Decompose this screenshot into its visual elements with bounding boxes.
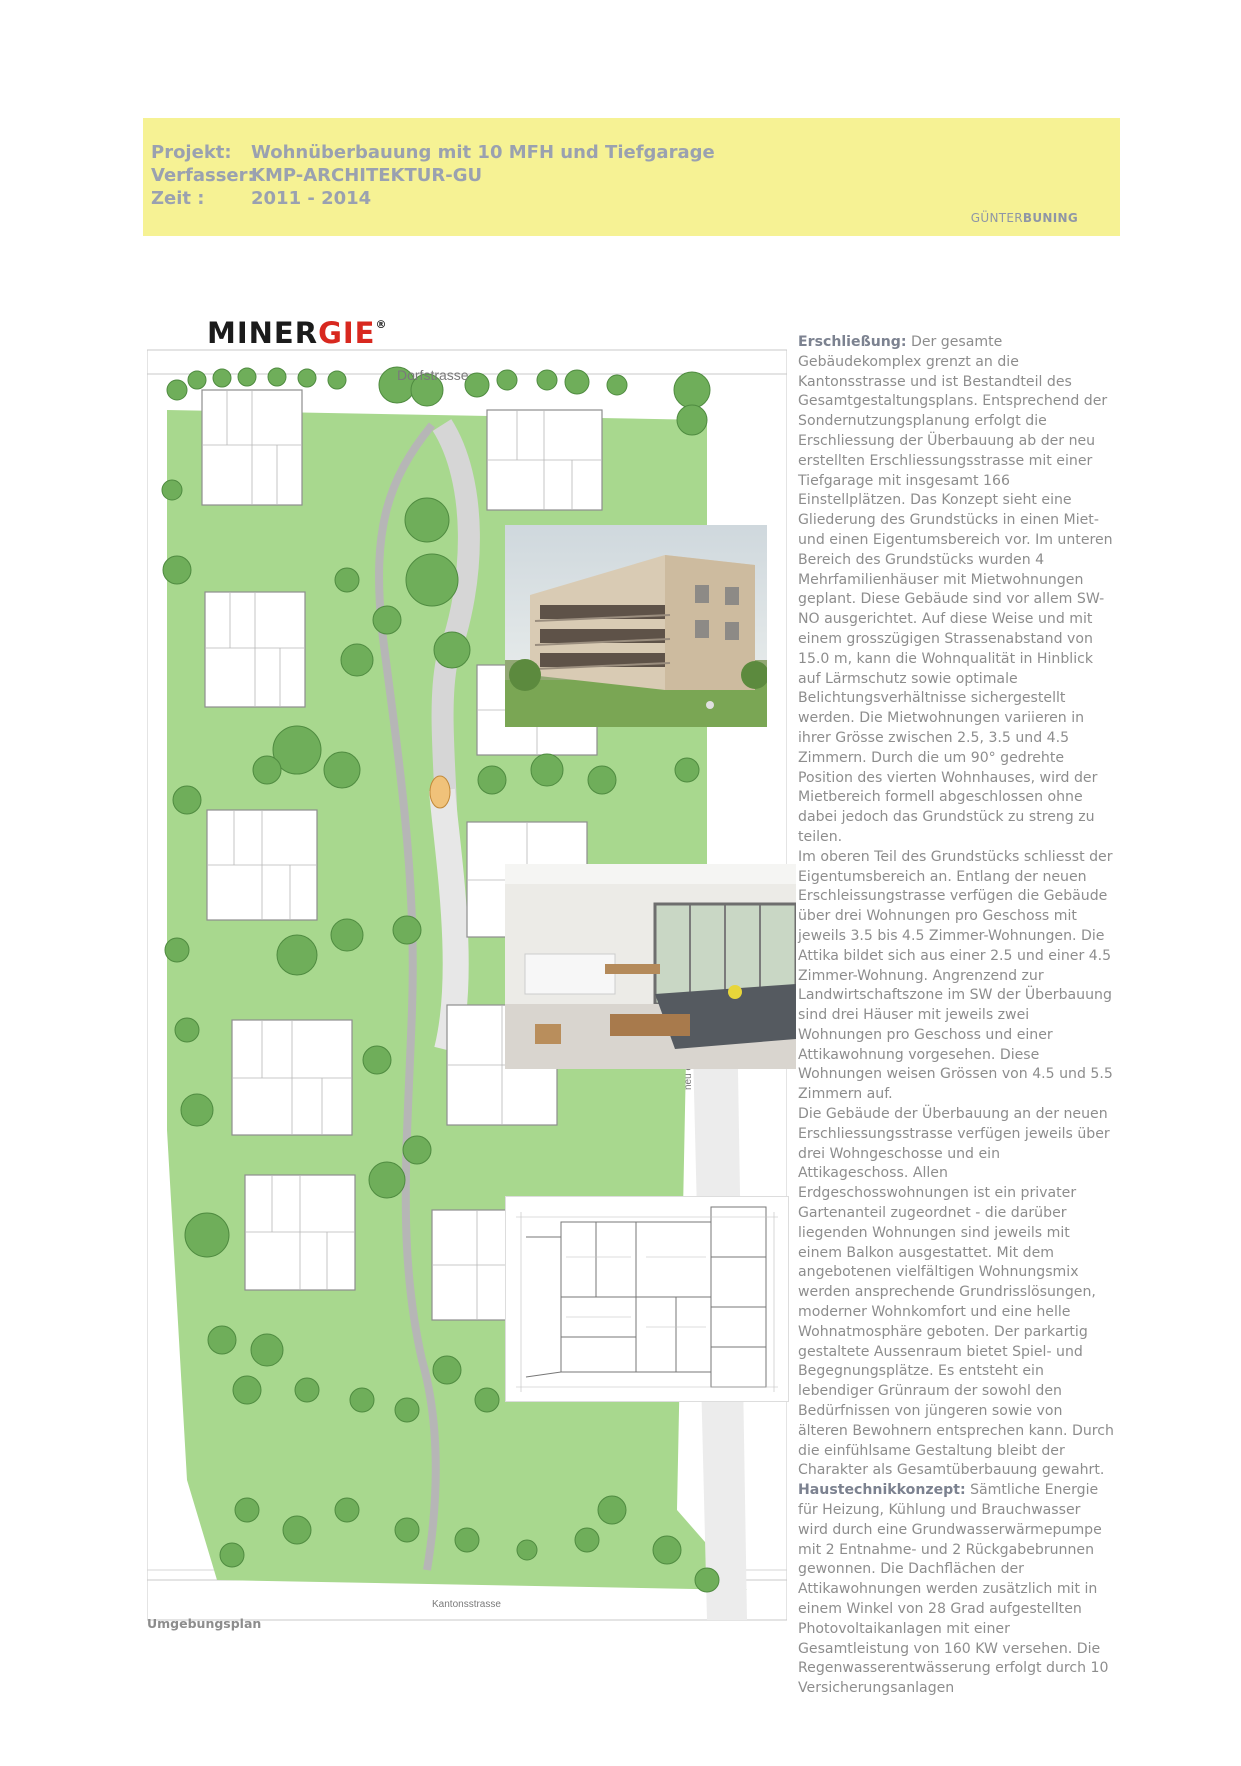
brand: GÜNTERBUNING <box>970 211 1078 225</box>
plan-caption: Umgebungsplan <box>147 1616 262 1631</box>
paragraph-erschliessung: Erschließung: Der gesamte Gebäudekomplex grenzt an die Kantonsstrasse und ist Bestandteil des Gesamtgestaltungsplans. Entsprechend der Sondernutzungsplanung erfolgt die Erschliessung der Überbauung ab der neu erstellten Erschliessungsstrasse mit einer Tiefgarage mit insgesamt 166 Einstellplätzen. Das Konzept sieht eine Gliederung des Grundstücks in einen Miet- und einen Eigentumsbereich vor. Im unteren Bereich des Grundstücks wurden 4 Mehrfamilienhäuser mit Mietwohnungen geplant. Diese Gebäude sind vor allem SW-NO ausgerichtet. Auf diese Weise und mit einem grosszügigen Strassenabstand von 15.0 m, kann die Wohnqualität in Hinblick auf Lärmschutz sowie optimale Belichtungsverhältnisse sichergestellt werden. Die Mietwohnungen variieren in ihrer Grösse zwischen 2.5, 3.5 und 4.5 Zimmern. Durch die um 90° gedrehte Position des vierten Wohnhauses, wird der Mietbereich formell abgeschlossen ohne dabei jedoch das Grundstück zu streng zu teilen. <box>798 334 1113 845</box>
time-row <box>151 188 371 209</box>
time-label: Zeit : <box>151 188 205 209</box>
time-value: 2011 - 2014 <box>251 188 372 209</box>
street-bottom: Kantonsstrasse <box>432 1599 501 1610</box>
street-top: Dorfstrasse <box>397 367 469 383</box>
description-text <box>798 333 1114 1699</box>
author-label: Verfasser: <box>151 165 255 186</box>
floorplan-drawing <box>505 1196 789 1402</box>
interior-photo <box>505 864 796 1069</box>
project-value: Wohnüberbauung mit 10 MFH und Tiefgarage <box>251 142 715 163</box>
header-box <box>143 118 1120 236</box>
project-row <box>151 142 715 163</box>
author-value: KMP-ARCHITEKTUR-GU <box>251 165 483 186</box>
author-row <box>151 165 482 186</box>
project-label: Projekt: <box>151 142 232 163</box>
building-exterior-photo <box>505 525 767 727</box>
minergie-logo: MINERGIE® <box>207 316 388 350</box>
paragraph-eigentum: Im oberen Teil des Grundstücks schliesst der Eigentumsbereich an. Entlang der neuen Erschleissungstrasse verfügen die Gebäude über drei Wohnungen pro Geschoss mit jeweils 3.5 bis 4.5 Zimmer-Wohnungen. Die Attika bildet sich aus einer 2.5 und einer 4.5 Zimmer-Wohnung. Angrenzend zur Landwirtschaftszone im SW der Überbauung sind drei Häuser mit jeweils zwei Wohnungen pro Geschoss und einer Attikawohnung vorgesehen. Diese Wohnungen weisen Grössen von 4.5 und 5.5 Zimmern auf. <box>798 848 1113 1103</box>
paragraph-haustechnik: Haustechnikkonzept: Sämtliche Energie für Heizung, Kühlung und Brauchwasser wird durch eine Grundwasserwärmepumpe mit 2 Entnahme- und 2 Rückgabebrunnen gewonnen. Die Dachflächen der Attikawohnungen werden zusätzlich mit in einem Winkel von 28 Grad aufgestellten Photovoltaikanlagen mit einer Gesamtleistung von 160 KW versehen. Die Regenwasserentwässerung erfolgt durch 10 Versicherungsanlagen <box>798 1482 1109 1697</box>
paragraph-gebaeude: Die Gebäude der Überbauung an der neuen Erschliessungsstrasse verfügen jeweils über drei Wohngeschosse und ein Attikageschoss. Allen Erdgeschosswohnungen ist ein privater Gartenanteil zugeordnet - die darüber liegenden Wohnungen sind jeweils mit einem Balkon ausgestattet. Mit dem angebotenen vielfältigen Wohnungsmix werden ansprechende Grundrisslösungen, moderner Wohnkomfort und eine helle Wohnatmosphäre geboten. Der parkartig gestaltete Aussenraum bietet Spiel- und Begegnungsplätze. Es entsteht ein lebendiger Grünraum der sowohl den Bedürfnissen von jüngeren sowie von älteren Bewohnern entsprechen kann. Durch die einfühlsame Gestaltung bleibt der Charakter als Gesamtüberbauung gewahrt. <box>798 1106 1114 1479</box>
